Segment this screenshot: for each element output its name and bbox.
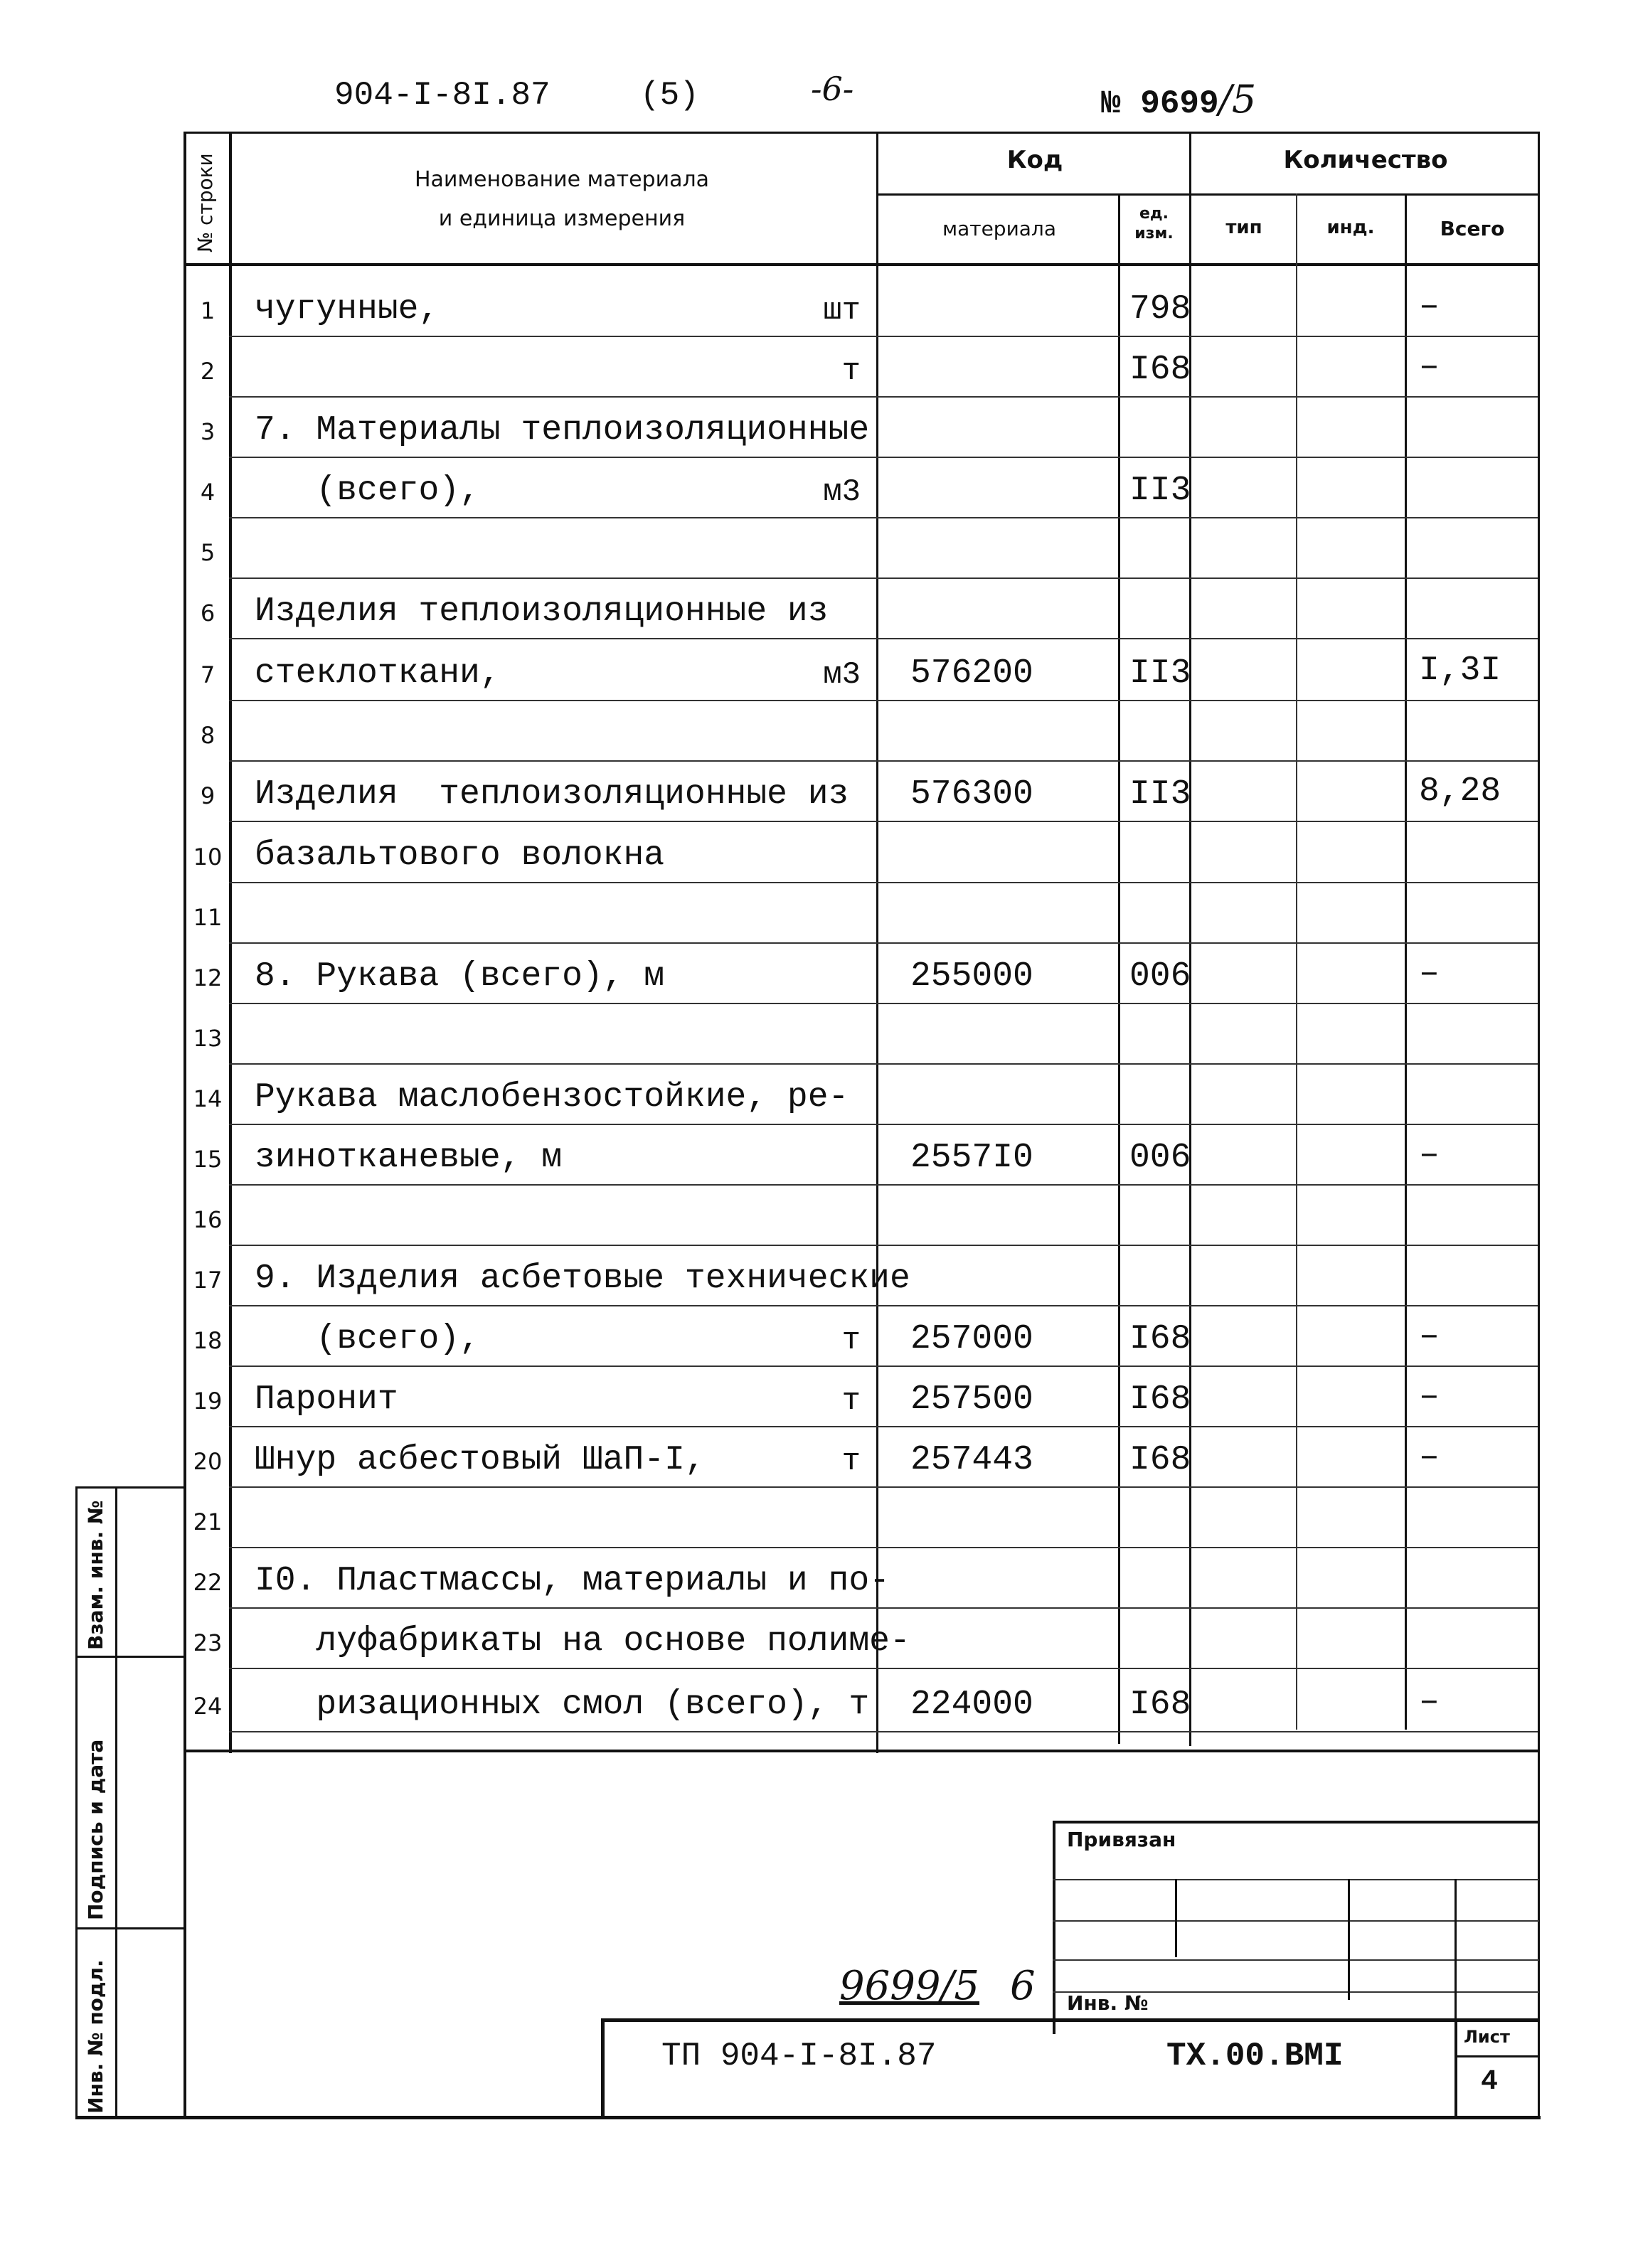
row-code: 257443 [910, 1441, 1033, 1479]
row-number: 15 [193, 1146, 223, 1173]
row-code: 257000 [910, 1320, 1033, 1358]
code-unit-header-1: ед. [1139, 205, 1169, 223]
table-body-bottom [184, 1750, 1539, 1752]
page-mark: -6- [811, 70, 854, 108]
sheet-label: Лист [1464, 2027, 1510, 2047]
row-name: ризационных смол (всего), т [255, 1686, 870, 1724]
row-number: 20 [193, 1448, 223, 1475]
row-number: 6 [200, 600, 216, 627]
privyazan-line1 [1053, 1879, 1539, 1880]
name-header-line2: и единица измерения [438, 206, 686, 231]
code-unit-header-2: изм. [1134, 225, 1174, 243]
code-material-header: материала [942, 217, 1056, 240]
row-unit-code: I68 [1129, 1686, 1191, 1724]
side-label-podpis: Подпись и дата [84, 1739, 107, 1920]
side-label-vzam: Взам. инв. № [84, 1500, 107, 1650]
row-name: Паронит [255, 1380, 398, 1419]
row-unit-code: II3 [1129, 775, 1191, 814]
row-number: 5 [200, 539, 216, 566]
sheet-box-left [1454, 2018, 1457, 2118]
privyazan-top [1053, 1821, 1539, 1824]
row-number: 13 [193, 1025, 223, 1052]
row-line [229, 396, 1538, 398]
code-group-header: Код [1006, 146, 1063, 174]
row-unit-code: I68 [1129, 1320, 1191, 1358]
row-name: 8. Рукава (всего), м [255, 957, 665, 996]
privyazan-line2 [1053, 1920, 1539, 1922]
header-top-line [184, 132, 1539, 134]
row-name: 9. Изделия асбетовые технические [255, 1260, 910, 1298]
row-name: Рукава маслобензостойкие, ре- [255, 1078, 849, 1117]
doc-number-main: № 9699 [1101, 85, 1219, 122]
side-label-inv-podl: Инв. № подл. [84, 1959, 107, 2114]
row-number: 12 [193, 964, 223, 991]
sheet-box-mid [1454, 2055, 1538, 2057]
row-number: 23 [193, 1629, 223, 1656]
row-line [229, 1184, 1538, 1186]
row-total: – [1419, 1438, 1440, 1476]
row-name: 7. Материалы теплоизоляционные [255, 411, 870, 449]
row-code: 257500 [910, 1380, 1033, 1419]
doc-number [1101, 77, 1256, 122]
side-stamp-div2 [75, 1927, 185, 1929]
row-name: (всего), [255, 1320, 480, 1358]
sheet-number: 4 [1481, 2066, 1499, 2098]
row-line [229, 336, 1538, 337]
row-unit-code: I68 [1129, 1380, 1191, 1419]
row-line [229, 1365, 1538, 1367]
page-bottom-line [75, 2116, 1541, 2119]
table-right-border [1538, 132, 1540, 2116]
row-number: 24 [193, 1693, 223, 1720]
row-number: 10 [193, 843, 223, 871]
row-name: стеклоткани, [255, 654, 501, 693]
row-line [229, 457, 1538, 458]
row-line [229, 760, 1538, 762]
inv-no-label: Инв. № [1067, 1991, 1149, 2015]
row-unit-code: 006 [1129, 1139, 1191, 1177]
qty-ind-header: инд. [1326, 217, 1375, 238]
row-line [229, 1003, 1538, 1004]
privyazan-col1 [1175, 1879, 1177, 1957]
row-total: – [1419, 1317, 1440, 1356]
col-line-code [1118, 193, 1120, 1744]
row-total: I,3I [1419, 651, 1501, 690]
row-total: – [1419, 348, 1440, 386]
handwritten-number: 9699/5 [839, 1963, 980, 2009]
row-unit: т [841, 353, 861, 389]
row-total: – [1419, 287, 1440, 326]
row-unit: т [841, 1383, 861, 1419]
row-total: – [1419, 1683, 1440, 1721]
doc-code: 904-I-8I.87 [334, 77, 551, 114]
qty-type-header: тип [1225, 217, 1262, 238]
row-unit: т [841, 1444, 861, 1479]
row-name: луфабрикаты на основе полиме- [255, 1622, 910, 1661]
row-number: 18 [193, 1327, 223, 1354]
row-line [229, 1607, 1538, 1609]
row-unit: шт [823, 293, 861, 329]
row-number: 7 [200, 661, 216, 688]
table-left-border [184, 132, 186, 2116]
row-name: Изделия теплоизоляционные из [255, 592, 829, 631]
row-line [229, 1426, 1538, 1427]
edition: (5) [640, 77, 699, 114]
row-line [229, 1668, 1538, 1669]
row-line [229, 1547, 1538, 1548]
row-line [229, 1245, 1538, 1246]
privyazan-label: Привязан [1067, 1828, 1176, 1851]
row-code: 576200 [910, 654, 1033, 693]
row-number: 17 [193, 1267, 223, 1294]
row-line [229, 882, 1538, 883]
col-line-type [1296, 193, 1297, 1730]
side-stamp-top [75, 1486, 185, 1489]
row-name: базальтового волокна [255, 836, 665, 875]
row-line [229, 1124, 1538, 1125]
row-name: I0. Пластмассы, материалы и по- [255, 1562, 890, 1600]
row-number: 19 [193, 1388, 223, 1415]
row-line [229, 1305, 1538, 1306]
row-line [229, 700, 1538, 701]
row-no-header: № строки [193, 153, 217, 252]
privyazan-line3 [1053, 1959, 1539, 1961]
name-header-line1: Наименование материала [414, 167, 710, 192]
row-name: Изделия теплоизоляционные из [255, 775, 849, 814]
row-total: – [1419, 1136, 1440, 1174]
row-unit-code: II3 [1129, 472, 1191, 510]
header-bottom-line [184, 263, 1539, 266]
row-number: 1 [200, 297, 216, 324]
row-code: 576300 [910, 775, 1033, 814]
row-unit-code: I68 [1129, 351, 1191, 389]
row-number: 14 [193, 1085, 223, 1112]
row-unit-code: I68 [1129, 1441, 1191, 1479]
row-number: 4 [200, 479, 216, 506]
side-stamp-div1 [75, 1656, 185, 1658]
col-line-ind [1405, 193, 1407, 1730]
row-number: 3 [200, 418, 216, 445]
row-unit: м3 [823, 474, 861, 510]
row-number: 16 [193, 1206, 223, 1233]
row-name: (всего), [255, 472, 480, 510]
row-line [229, 821, 1538, 822]
doc-number-suffix: /5 [1218, 77, 1257, 122]
row-unit-code: 006 [1129, 957, 1191, 996]
doc-mark: ТХ.00.ВМI [1166, 2038, 1344, 2075]
row-line [229, 517, 1538, 518]
row-code: 2557I0 [910, 1139, 1033, 1177]
row-total: 8,28 [1419, 772, 1501, 811]
row-number: 8 [200, 722, 216, 749]
row-unit-code: II3 [1129, 654, 1191, 693]
row-line [229, 1063, 1538, 1065]
row-unit: т [841, 1323, 861, 1358]
title-block-left [601, 2018, 605, 2118]
side-stamp-left [75, 1486, 78, 2119]
privyazan-left [1053, 1821, 1055, 2034]
row-name: Шнур асбестовый ШаП-I, [255, 1441, 706, 1479]
row-unit: м3 [823, 657, 861, 693]
row-line [229, 942, 1538, 944]
side-stamp-mid [115, 1486, 117, 2119]
row-line [229, 577, 1538, 579]
qty-group-header: Количество [1283, 146, 1448, 174]
row-name: зинотканевые, м [255, 1139, 563, 1177]
row-line [229, 638, 1538, 639]
row-number: 22 [193, 1569, 223, 1596]
row-number: 11 [193, 904, 223, 931]
privyazan-col3 [1454, 1879, 1457, 2035]
row-code: 224000 [910, 1686, 1033, 1724]
row-line [229, 1731, 1538, 1732]
tp-code: ТП 904-I-8I.87 [661, 2038, 937, 2075]
row-number: 9 [200, 782, 216, 809]
row-unit-code: 798 [1129, 290, 1191, 329]
row-total: – [1419, 954, 1440, 993]
row-number: 2 [200, 358, 216, 385]
handwritten-page: 6 [1010, 1963, 1036, 2009]
row-number: 21 [193, 1508, 223, 1535]
row-total: – [1419, 1378, 1440, 1416]
qty-total-header: Всего [1440, 217, 1505, 240]
row-line [229, 1486, 1538, 1488]
header-mid-line [876, 193, 1538, 196]
row-name: чугунные, [255, 290, 440, 329]
privyazan-col2 [1348, 1879, 1350, 2000]
row-code: 255000 [910, 957, 1033, 996]
title-block-top [601, 2018, 1540, 2022]
